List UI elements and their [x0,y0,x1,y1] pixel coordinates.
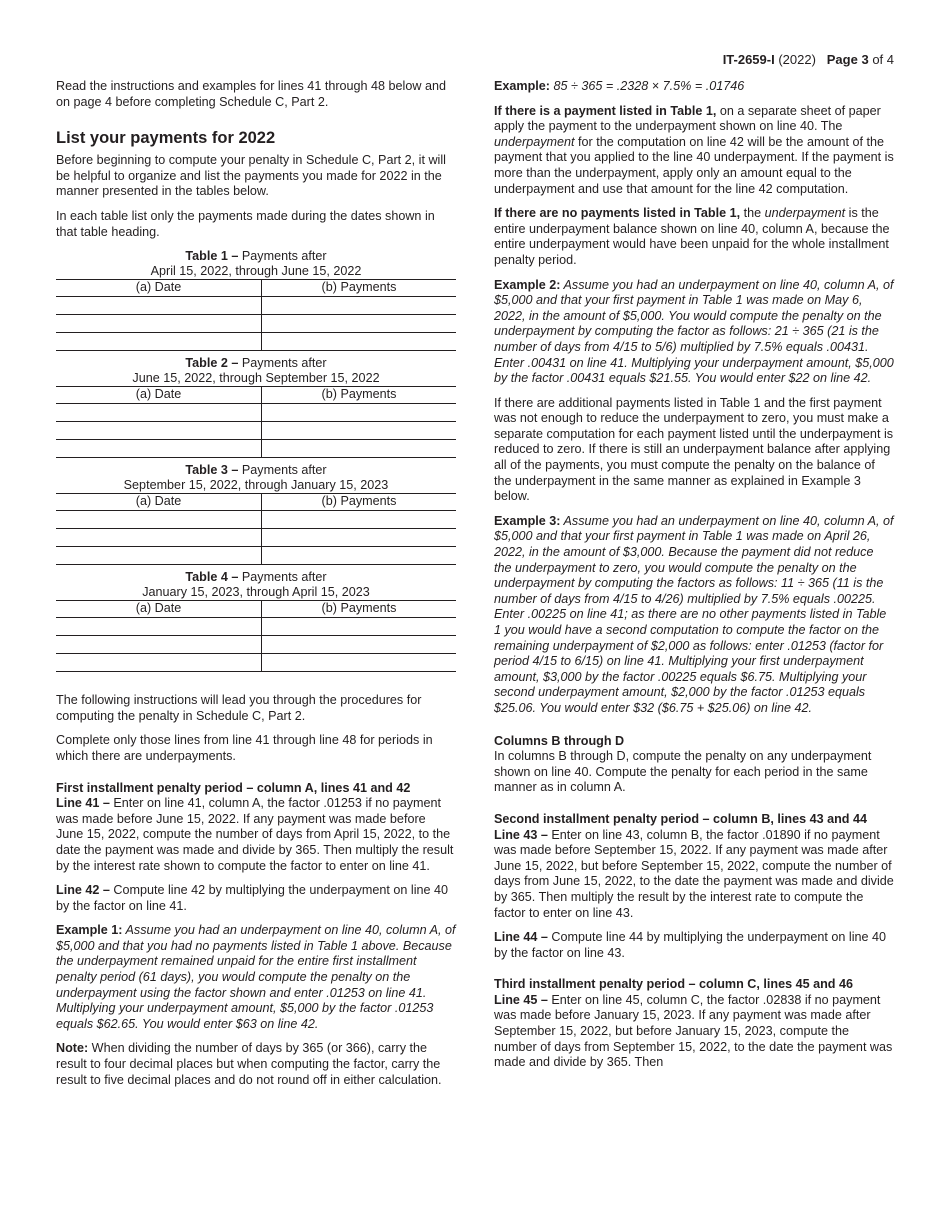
procedures-text: The following instructions will lead you through the procedures for computing the penalty in Schedule C, Part 2. [56,693,422,723]
table-row [56,333,456,351]
table-row [56,422,456,440]
line-42-instructions: Line 42 – Compute line 42 by multiplying the underpayment on line 40 by the factor on line 41. [56,883,449,913]
additional-payments-text: If there are additional payments listed in Table 1 and the first payment was not enough to reduce the underpayment to zero, you must make a separate computation for each payment listed until the underpayment is reduced to zero. If there is still an underpayment balance after applying all of the payments, you must compute the penalty on the balance of the underpayment in the same manner as explained in Example 3 below. [494,395,894,504]
payments-table-3 [56,493,456,565]
third-installment-heading: Third installment penalty period – column C, lines 45 and 46 [494,977,854,992]
payment-cell[interactable] [262,618,457,636]
date-cell[interactable] [56,440,262,458]
columns-b-d-text: In columns B through D, compute the penalty on any underpayment shown on line 40. Compute the penalty for each period in the same manner as in column A. [494,749,872,795]
line-45-instructions: Line 45 – Enter on line 45, column C, the factor .02838 if no payment was made before January 15, 2023. If any payment was made after September 15, 2022, but before January 15, 2023, compute the number of days from September 15, 2022, to the date the payment was made and divide by 365. Then [494,992,893,1070]
first-installment-heading: First installment penalty period – column A, lines 41 and 42 [56,780,411,795]
left-column [56,79,456,1097]
page-total: of 4 [872,52,894,67]
line-44-instructions: Line 44 – Compute line 44 by multiplying the underpayment on line 40 by the factor on line 43. [494,930,887,960]
table-row [56,511,456,529]
no-payments-text: If there are no payments listed in Table 1, the underpayment is the entire underpayment balance shown on line 40, column A, because the entire underpayment would have been unpaid for the whole installment penalty period. [494,206,890,267]
payments-table-1 [56,279,456,351]
table-row [56,297,456,315]
payments-heading: List your payments for 2022 [56,129,276,148]
date-column-header: (a) Date [56,387,262,404]
date-cell[interactable] [56,422,262,440]
date-column-header: (a) Date [56,494,262,511]
date-cell[interactable] [56,315,262,333]
table-row [56,618,456,636]
page-number: Page 3 [826,52,869,67]
table-instructions: In each table list only the payments made during the dates shown in that table heading. [56,208,435,239]
payments-table-2 [56,386,456,458]
example-1: Example 1: Assume you had an underpayment on line 40, column A, of $5,000 and that you had no payments listed in Table 1 above. Because the underpayment remained unpaid for the entire first installment penalty period (61 days), you would compute the penalty on the underpayment using the factor shown and enter .01253 on line 41. Multiplying your underpayment amount, $5,000 by the factor .01253 equals $62.65. You would enter $63 on line 42. [56,923,456,1031]
second-installment-heading: Second installment penalty period – column B, lines 43 and 44 [494,811,868,826]
table-row [56,315,456,333]
payment-cell[interactable] [262,440,457,458]
columns-b-d-heading: Columns B through D [494,733,625,748]
table-1-caption: Table 1 – Payments after April 15, 2022, through June 15, 2022 [150,249,362,279]
payment-listed-text: If there is a payment listed in Table 1, on a separate sheet of paper apply the payment to the underpayment shown on line 40. The underpayment for the computation on line 42 will be the amount of the payment that you applied to the line 40 underpayment. If the payment is more than the underpayment, apply only an amount equal to the underpayment and use that amount for the line 42 computation. [494,103,894,196]
payments-table-4 [56,600,456,672]
payment-cell[interactable] [262,511,457,529]
table-row [56,404,456,422]
payment-cell[interactable] [262,422,457,440]
date-cell[interactable] [56,529,262,547]
payment-cell[interactable] [262,333,457,351]
example-3: Example 3: Assume you had an underpayment on line 40, column A, of $5,000 and that your first payment in Table 1 was made on April 26, 2022, in the amount of $3,000. Because the payment did not reduce the underpayment to zero, you would compute the penalty on the underpayment by computing the factors as follows: 11 ÷ 365 (11 is the number of days from 4/15 to 4/26) multiplied by 7.5% equals .00225. Enter .00225 on line 41; as there are no other payments listed in Table 1 you would have a second computation to compute the factor on the remaining underpayment of $2,000 as follows: enter .01253 (factor for period 4/15 to 6/15) on line 41. Multiplying your first underpayment amount, $3,000 by the factor .00225 equals $6.75. Multiplying your second underpayment amount, $2,000 by the factor .01253 equals $25.06. You would enter $32 ($6.75 + $25.06) on line 42. [494,513,894,715]
payment-cell[interactable] [262,404,457,422]
table-4-caption: Table 4 – Payments after January 15, 2023, through April 15, 2023 [142,570,370,600]
form-year: (2022) [778,52,816,67]
date-column-header: (a) Date [56,280,262,297]
payment-cell[interactable] [262,654,457,672]
date-cell[interactable] [56,404,262,422]
table-row [56,440,456,458]
page-header [723,52,894,68]
table-row [56,654,456,672]
complete-lines-text: Complete only those lines from line 41 through line 48 for periods in which there are underpayments. [56,733,433,763]
payment-cell[interactable] [262,547,457,565]
date-cell[interactable] [56,297,262,315]
date-cell[interactable] [56,511,262,529]
payments-column-header: (b) Payments [262,387,457,404]
table-row [56,547,456,565]
table-2-caption: Table 2 – Payments after June 15, 2022, through September 15, 2022 [132,356,380,386]
date-cell[interactable] [56,333,262,351]
date-column-header: (a) Date [56,601,262,618]
date-cell[interactable] [56,618,262,636]
form-id: IT-2659-I [722,52,775,67]
table-row [56,636,456,654]
line-43-instructions: Line 43 – Enter on line 43, column B, the factor .01890 if no payment was made before September 15, 2022. If any payment was made after June 15, 2022, but before September 15, 2022, compute the number of days from June 15, 2022, to the date the payment was made and divide by 365. Then multiply the result by the interest rate to compute the factor to enter on line 43. [494,827,894,920]
note-text: Note: When dividing the number of days by 365 (or 366), carry the result to four decimal places but when computing the factor, carry the result to five decimal places and do not round off in either calculation. [56,1041,442,1087]
payment-cell[interactable] [262,636,457,654]
organize-text: Before beginning to compute your penalty in Schedule C, Part 2, it will be helpful to organize and list the payments you made for 2022 in the manner presented in the tables below. [56,153,446,199]
example-2: Example 2: Assume you had an underpayment on line 40, column A, of $5,000 and that your first payment in Table 1 was made on May 6, 2022, in the amount of $5,000. You would compute the penalty on the underpayment by computing the factor as follows: 21 ÷ 365 (21 is the number of days from 4/15 to 5/6) multiplied by 7.5% equals .00431. Enter .00431 on line 41. Multiplying your underpayment amount, $5,000 by the factor .00431 equals $21.55. You would enter $22 on line 42. [494,277,894,386]
line-41-instructions: Line 41 – Enter on line 41, column A, the factor .01253 if no payment was made before June 15, 2022. If any payment was made before June 15, 2022, compute the number of days from April 15, 2022, to the date the payment was made and divide by 365. Then multiply the result by the interest rate shown to compute the factor to enter on line 41. [56,796,454,873]
example-formula: Example: 85 ÷ 365 = .2328 × 7.5% = .01746 [494,79,745,93]
table-3-caption: Table 3 – Payments after September 15, 2022, through January 15, 2023 [123,463,389,493]
right-column [494,79,894,1080]
date-cell[interactable] [56,654,262,672]
intro-text: Read the instructions and examples for lines 41 through 48 below and on page 4 before completing Schedule C, Part 2. [56,79,446,109]
table-row [56,529,456,547]
payment-cell[interactable] [262,529,457,547]
date-cell[interactable] [56,636,262,654]
date-cell[interactable] [56,547,262,565]
payments-column-header: (b) Payments [262,494,457,511]
payments-column-header: (b) Payments [262,280,457,297]
payment-cell[interactable] [262,297,457,315]
payment-cell[interactable] [262,315,457,333]
payments-column-header: (b) Payments [262,601,457,618]
